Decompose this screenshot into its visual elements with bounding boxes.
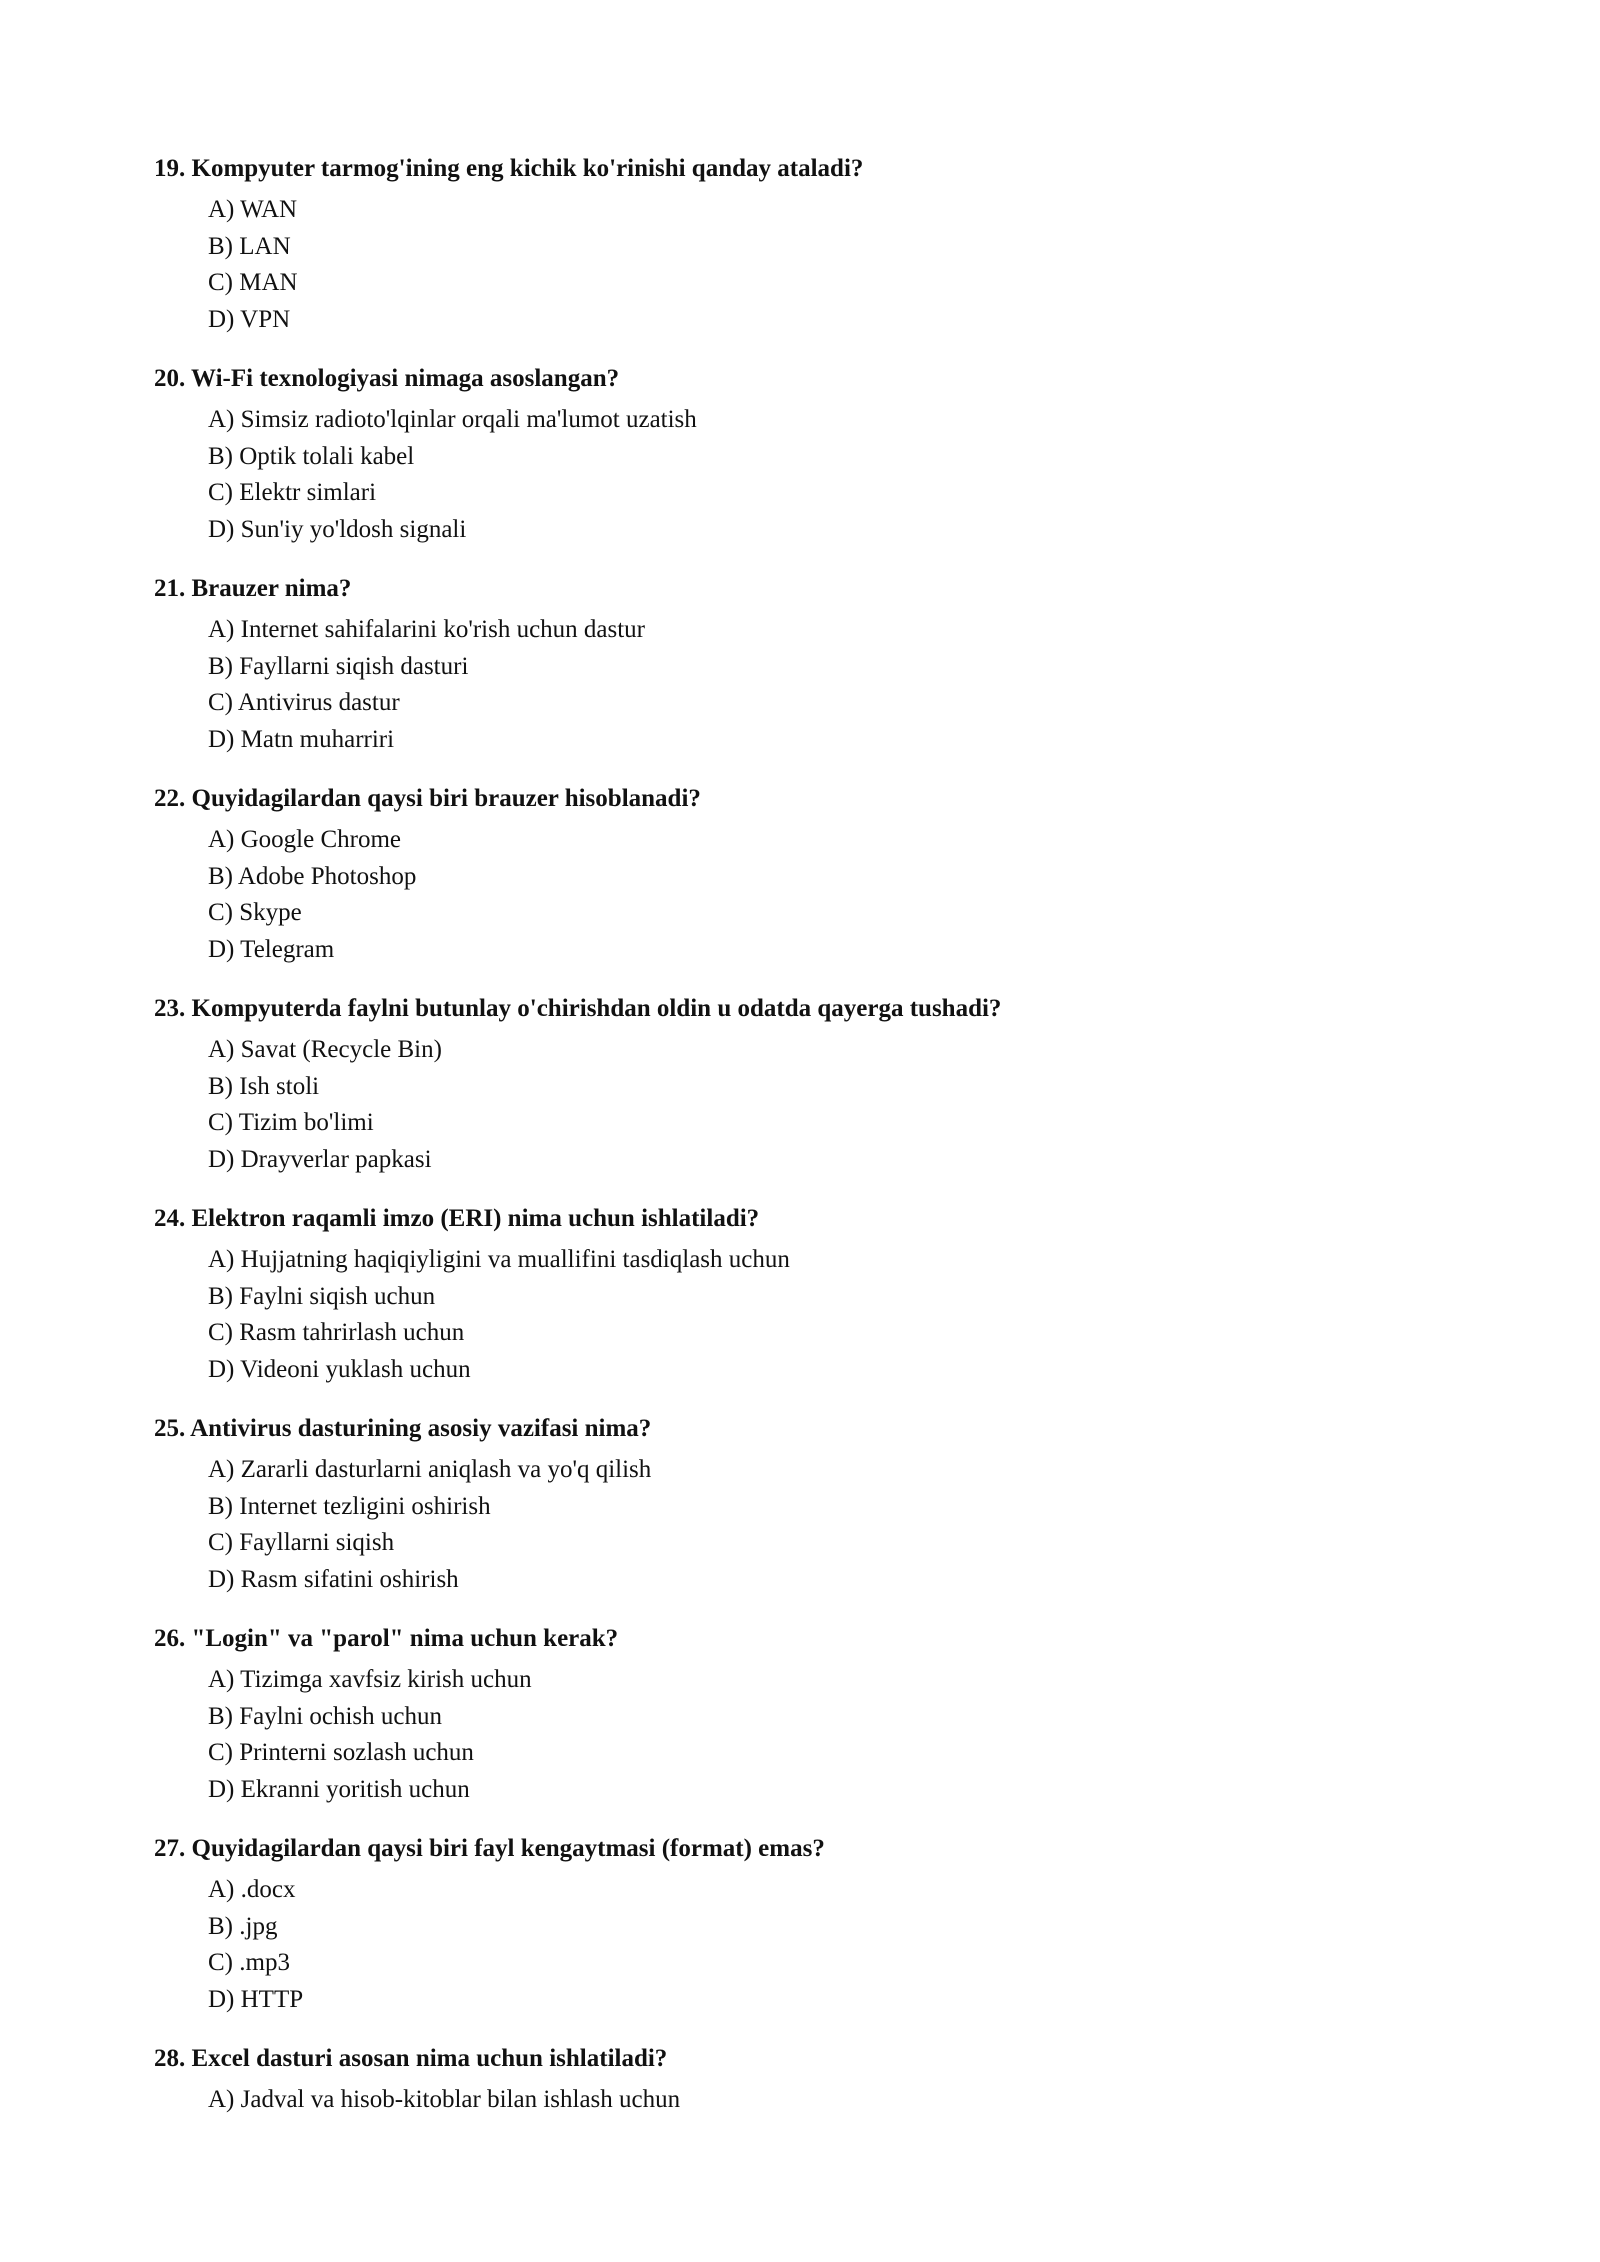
- answer-option-c: C) Printerni sozlash uchun: [208, 1739, 474, 1766]
- answer-options: [208, 1662, 1454, 1808]
- answer-options: [208, 822, 1454, 968]
- question-20: [154, 360, 1454, 570]
- answer-options: [208, 1452, 1454, 1598]
- answer-option-c: C) Rasm tahrirlash uchun: [208, 1319, 465, 1346]
- answer-option-b: B) Adobe Photoshop: [208, 862, 417, 890]
- answer-option-d: D) Drayverlar papkasi: [208, 1145, 432, 1173]
- answer-option-a: A) Tizimga xavfsiz kirish uchun: [208, 1666, 532, 1693]
- answer-options: [208, 192, 1454, 338]
- quiz-question-list: [154, 150, 1454, 2250]
- answer-option-d: D) Ekranni yoritish uchun: [208, 1775, 470, 1803]
- answer-option-b: B) LAN: [208, 232, 291, 260]
- answer-option-d: D) VPN: [208, 305, 291, 333]
- answer-option-a: A) Savat (Recycle Bin): [208, 1036, 442, 1063]
- answer-options: [208, 402, 1454, 548]
- answer-option-b: B) Ish stoli: [208, 1072, 320, 1100]
- question-title: 25. Antivirus dasturining asosiy vazifasi nima?: [154, 1415, 652, 1442]
- answer-option-a: A) WAN: [208, 196, 298, 223]
- answer-option-d: D) Rasm sifatini oshirish: [208, 1565, 459, 1593]
- answer-option-a: A) .docx: [208, 1876, 296, 1903]
- answer-option-c: C) Antivirus dastur: [208, 689, 400, 716]
- answer-option-c: C) Fayllarni siqish: [208, 1529, 395, 1556]
- answer-option-b: B) Faylni ochish uchun: [208, 1702, 443, 1730]
- question-24: [154, 1200, 1454, 1410]
- answer-options: [208, 1872, 1454, 2018]
- question-23: [154, 990, 1454, 1200]
- question-title: 20. Wi-Fi texnologiyasi nimaga asoslangan?: [154, 365, 620, 392]
- answer-option-a: A) Google Chrome: [208, 826, 402, 853]
- answer-option-d: D) HTTP: [208, 1985, 304, 2013]
- answer-option-a: A) Jadval va hisob-kitoblar bilan ishlash uchun: [208, 2086, 681, 2113]
- question-27: [154, 1830, 1454, 2040]
- answer-option-d: D) Telegram: [208, 935, 335, 963]
- answer-options: [208, 2082, 1454, 2119]
- question-title: 22. Quyidagilardan qaysi biri brauzer hisoblanadi?: [154, 785, 701, 812]
- question-title: 28. Excel dasturi asosan nima uchun ishlatiladi?: [154, 2045, 668, 2072]
- answer-options: [208, 612, 1454, 758]
- answer-option-d: D) Matn muharriri: [208, 725, 395, 753]
- answer-option-a: A) Internet sahifalarini ko'rish uchun dastur: [208, 616, 646, 643]
- answer-options: [208, 1032, 1454, 1178]
- answer-options: [208, 1242, 1454, 1388]
- answer-option-b: B) .jpg: [208, 1912, 278, 1940]
- question-21: [154, 570, 1454, 780]
- answer-option-a: A) Simsiz radioto'lqinlar orqali ma'lumot uzatish: [208, 406, 697, 433]
- question-26: [154, 1620, 1454, 1830]
- answer-option-c: C) Tizim bo'limi: [208, 1109, 374, 1136]
- answer-option-b: B) Optik tolali kabel: [208, 442, 415, 470]
- question-22: [154, 780, 1454, 990]
- answer-option-a: A) Zararli dasturlarni aniqlash va yo'q qilish: [208, 1456, 652, 1483]
- answer-option-c: C) .mp3: [208, 1949, 290, 1976]
- answer-option-c: C) MAN: [208, 269, 298, 296]
- question-title: 26. "Login" va "parol" nima uchun kerak?: [154, 1625, 619, 1652]
- question-title: 24. Elektron raqamli imzo (ERI) nima uchun ishlatiladi?: [154, 1205, 760, 1232]
- question-19: [154, 150, 1454, 360]
- answer-option-a: A) Hujjatning haqiqiyligini va muallifini tasdiqlash uchun: [208, 1246, 790, 1273]
- question-title: 21. Brauzer nima?: [154, 575, 352, 602]
- answer-option-c: C) Skype: [208, 899, 302, 926]
- answer-option-d: D) Videoni yuklash uchun: [208, 1355, 471, 1383]
- question-title: 23. Kompyuterda faylni butunlay o'chirishdan oldin u odatda qayerga tushadi?: [154, 995, 1002, 1022]
- answer-option-b: B) Internet tezligini oshirish: [208, 1492, 491, 1520]
- question-title: 27. Quyidagilardan qaysi biri fayl kengaytmasi (format) emas?: [154, 1835, 825, 1862]
- answer-option-d: D) Sun'iy yo'ldosh signali: [208, 515, 467, 543]
- question-title: 19. Kompyuter tarmog'ining eng kichik ko'rinishi qanday ataladi?: [154, 155, 864, 182]
- answer-option-b: B) Fayllarni siqish dasturi: [208, 652, 469, 680]
- answer-option-b: B) Faylni siqish uchun: [208, 1282, 436, 1310]
- question-28: [154, 2040, 1454, 2250]
- question-25: [154, 1410, 1454, 1620]
- answer-option-c: C) Elektr simlari: [208, 479, 377, 506]
